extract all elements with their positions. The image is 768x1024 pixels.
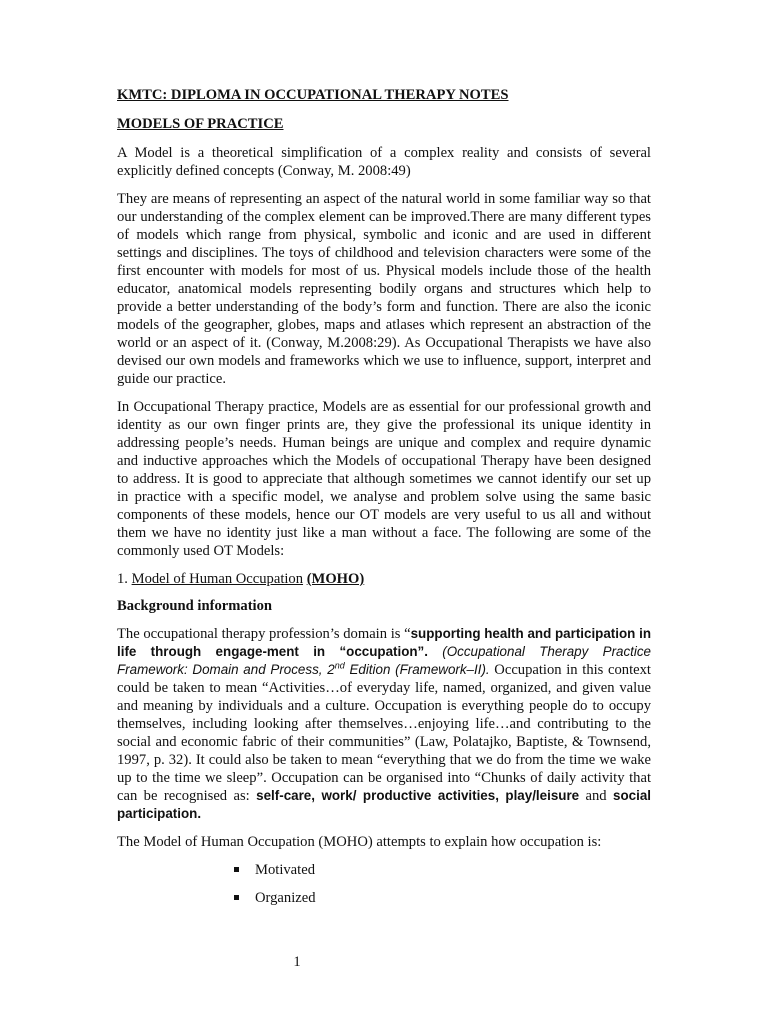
paragraph-model-types: They are means of representing an aspect of the natural world in some familiar way so that our understanding of the complex element can be improved.There are many different types of models which range from physical, symbolic and iconic and are used in different settings and disciplines. The toys of childhood and television characters were some of the first encounter with models for most of us. Physical models include those of the health educator, anatomical models representing bodily organs and structures which help to provide a better understanding of the body’s form and function. There are also the iconic models of the geographer, globes, maps and atlases which represent an abstraction of the world or an aspect of it. (Conway, M.2008:29). As Occupational Therapists we have also devised our own models and frameworks which we use to influence, support, interpret and guide our practice. (117, 191, 651, 387)
domain-bold-quote: supporting health and participation in life through engage-ment in “occupation”. (117, 626, 651, 659)
square-bullet-icon (234, 867, 239, 872)
occupation-social-participation: social participation. (117, 788, 651, 821)
model-heading-moho (117, 570, 651, 588)
domain-intro: The occupational therapy profession’s domain is “ (117, 626, 411, 642)
paragraph-occupation-domain (117, 625, 651, 823)
model-abbreviation: (MOHO) (306, 571, 365, 587)
occupation-body: Occupation in this context could be taken to mean “Activities…of everyday life, named, organized, and given value and meaning by individuals and a culture. Occupation is everything people do to occupy themselves, including looking after themselves…enjoying life…and contributing to the social and economic fabric of their communities” (Law, Polatajko, Baptiste, & Townsend, 1997, p. 32). It could also be taken to mean “everything that we do from the time we wake up to the time we sleep”. Occupation can be organised into “Chunks of daily activity that can be recognised as: (117, 662, 651, 804)
framework-reference-b: Edition (Framework–II). (344, 662, 490, 677)
paragraph-model-definition: A Model is a theoretical simplification of a complex reality and consists of several explicitly defined concepts (Conway, M. 2008:49) (117, 145, 651, 179)
document-title: KMTC: DIPLOMA IN OCCUPATIONAL THERAPY NOTES (117, 87, 509, 103)
framework-reference-a: (Occupational Therapy Practice Framework: Domain and Process, 2 (117, 644, 652, 677)
document-body (117, 86, 651, 917)
paragraph-moho-intro: The Model of Human Occupation (MOHO) attempts to explain how occupation is: (117, 834, 602, 850)
page-number: 1 (293, 954, 301, 970)
section-heading: MODELS OF PRACTICE (117, 116, 284, 132)
framework-reference-sup: nd (334, 660, 345, 671)
moho-bullet-list (117, 861, 651, 907)
list-item (234, 861, 651, 879)
occupation-categories: self-care, work/ productive activities, play/leisure (256, 788, 580, 803)
list-item (234, 889, 651, 907)
background-heading: Background information (117, 598, 273, 614)
paragraph-ot-practice: In Occupational Therapy practice, Models are as essential for our professional growth and identity as our own finger prints are, they give the professional its unique identity in addressing people’s needs. Human beings are unique and complex and require dynamic and inductive approaches which the Models of occupational Therapy have been designed to address. It is good to appreciate that although sometimes we cannot identify our set up in practice with a specific model, we analyse and problem solve using the same basic components of these models, hence our OT models are very useful to us all and without them we have no identity just like a man without a face. The following are some of the commonly used OT Models: (117, 399, 651, 559)
model-number: 1. (117, 571, 132, 587)
model-title: Model of Human Occupation (131, 571, 304, 587)
list-item-label: Organized (255, 890, 316, 906)
square-bullet-icon (234, 895, 239, 900)
occupation-and: and (579, 788, 614, 804)
list-item-label: Motivated (255, 862, 315, 878)
